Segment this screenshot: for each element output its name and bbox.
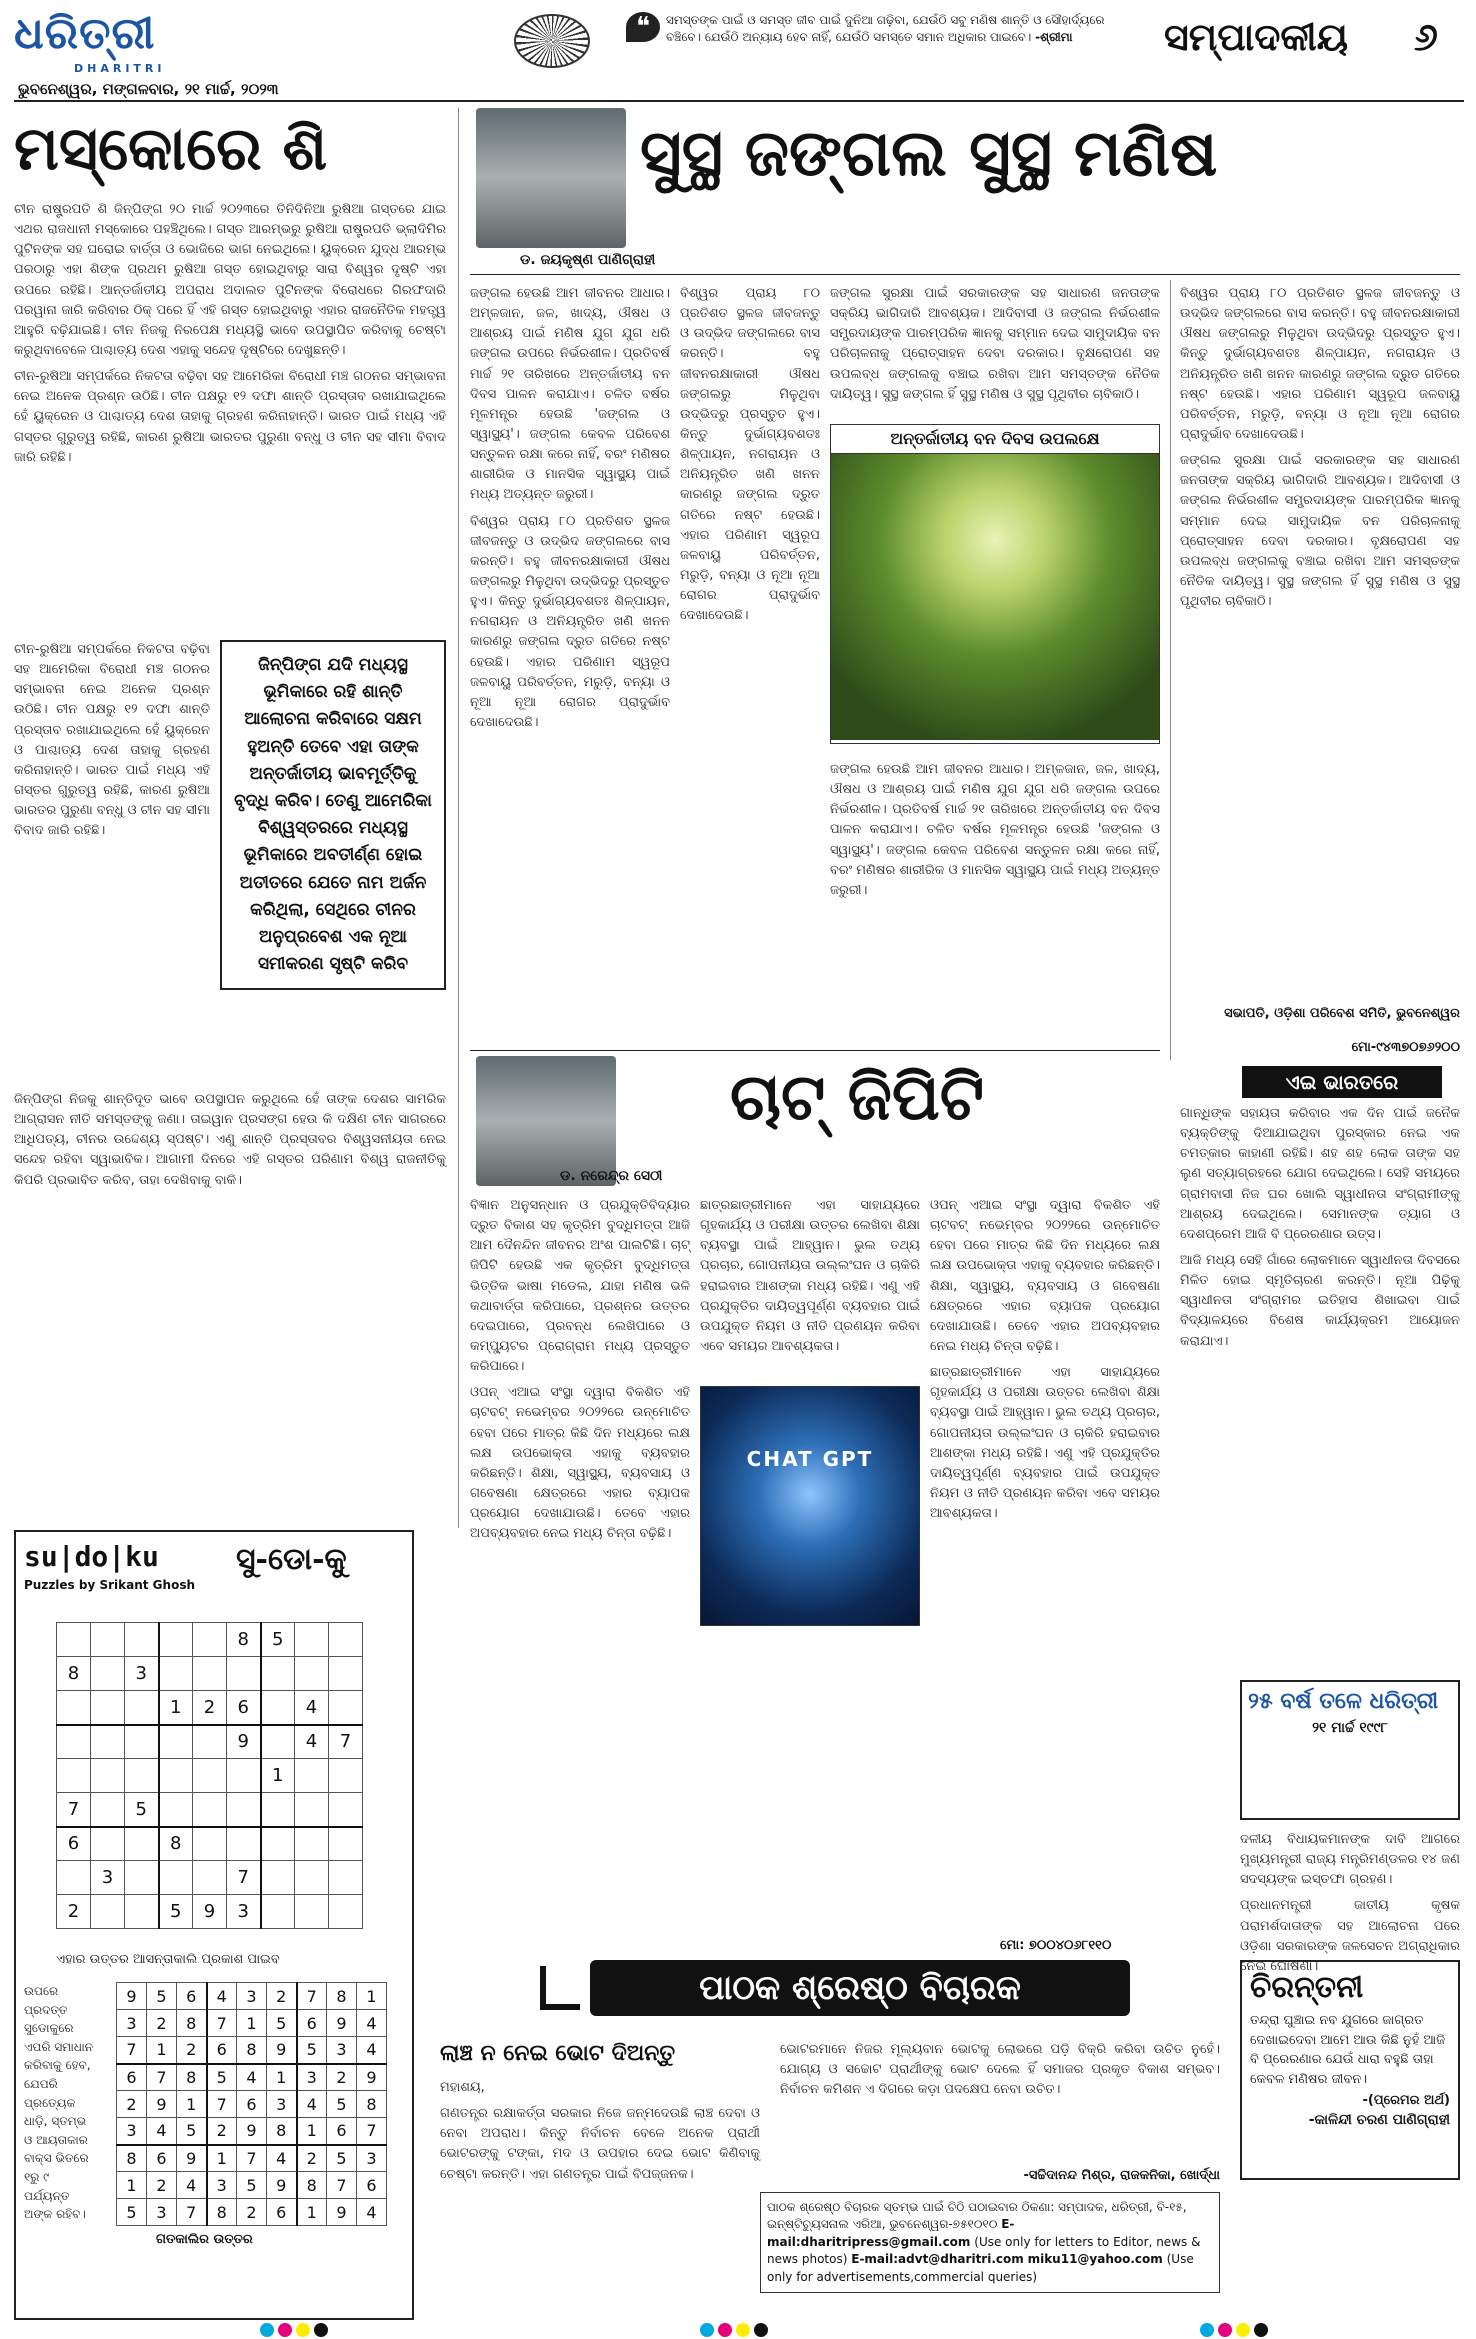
sudoku-brand: su|do|ku: [24, 1540, 159, 1573]
sudoku-cell[interactable]: [329, 1827, 363, 1861]
letters-banner: [590, 1960, 1130, 2016]
sudoku-row: [57, 1657, 363, 1691]
solution-cell: 7: [357, 2118, 387, 2145]
sudoku-cell[interactable]: [125, 1827, 159, 1861]
solution-cell: 8: [177, 2010, 207, 2037]
solution-cell: 2: [267, 1983, 297, 2010]
sudoku-cell[interactable]: [159, 1657, 193, 1691]
solution-cell: 8: [177, 2064, 207, 2091]
solution-cell: 4: [267, 2145, 297, 2172]
sudoku-cell[interactable]: [295, 1827, 329, 1861]
solution-cell: 1: [297, 2118, 327, 2145]
sudoku-solution-label: ଗତକାଲିର ଉତ୍ତର: [156, 2232, 253, 2247]
sudoku-cell[interactable]: [125, 1623, 159, 1657]
this-day-tag: ଏଇ ଭାରତରେ: [1242, 1066, 1442, 1098]
page-number: ୬: [1414, 14, 1438, 59]
solution-cell: 3: [117, 2118, 147, 2145]
masthead-rule: [14, 100, 1464, 102]
sudoku-cell[interactable]: 7: [329, 1725, 363, 1759]
solution-cell: 1: [267, 2064, 297, 2091]
solution-cell: 6: [297, 2010, 327, 2037]
sunburst-emblem: [514, 14, 590, 68]
letter-signature: -ସଚ୍ଚିଦାନନ୍ଦ ମିଶ୍ର, ରାଜକନିକା, ଖୋର୍ଦ୍ଧା: [1023, 2168, 1220, 2183]
solution-cell: 1: [117, 2172, 147, 2199]
sudoku-cell[interactable]: 3: [91, 1861, 125, 1895]
article1-signature: ସଭାପତି, ଓଡ଼ିଶା ପରିବେଶ ସମିତି, ଭୁବନେଶ୍ୱର: [1224, 1006, 1460, 1021]
sudoku-cell[interactable]: 5: [261, 1623, 295, 1657]
years-ago-box: [1240, 1680, 1460, 1820]
solution-cell: 5: [147, 1983, 177, 2010]
editorial-body-side: ଚୀନ-ରୁଷିଆ ସମ୍ପର୍କରେ ନିକଟତା ବଢ଼ିବା ସହ ଆମେରିକା ବିରୋଧୀ ମଞ୍ଚ ଗଠନର ସମ୍ଭାବନା ନେଇ ଅନେକ ପ୍ରଶ୍ନ ଉଠିଛି। ଚୀନ ପକ୍ଷରୁ ୧୨ ଦଫା ଶାନ୍ତି ପ୍ରସ୍ତାବ ରଖାଯାଇଥିଲେ ହେଁ ୟୁକ୍ରେନ ଓ ପାଶ୍ଚାତ୍ୟ ଦେଶ ତାହାକୁ ଗ୍ରହଣ କରିନାହାନ୍ତି। ଭାରତ ପାଇଁ ମଧ୍ୟ ଏହି ଗସ୍ତର ଗୁରୁତ୍ୱ ରହିଛି, କାରଣ ରୁଷିଆ ଭାରତର ପୁରୁଣା ବନ୍ଧୁ ଓ ଚୀନ ସହ ସୀମା ବିବାଦ ଜାରି ରହିଛି।: [14, 642, 211, 839]
sudoku-cell[interactable]: [91, 1623, 125, 1657]
sudoku-cell[interactable]: [227, 1793, 261, 1827]
solution-cell: 2: [117, 2091, 147, 2118]
sudoku-cell[interactable]: [227, 1827, 261, 1861]
sudoku-cell[interactable]: 1: [159, 1691, 193, 1725]
solution-cell: 9: [327, 2199, 357, 2226]
sudoku-cell[interactable]: [193, 1793, 227, 1827]
sudoku-cell[interactable]: [329, 1895, 363, 1929]
sudoku-cell[interactable]: [91, 1827, 125, 1861]
solution-cell: 8: [117, 2145, 147, 2172]
solution-cell: 6: [207, 2037, 237, 2064]
solution-cell: 2: [177, 2037, 207, 2064]
sudoku-section: [14, 1530, 414, 2320]
sudoku-cell[interactable]: [295, 1623, 329, 1657]
article2-top-rule: [470, 1050, 1160, 1051]
article1-col1: ଜଙ୍ଗଲ ହେଉଛି ଆମ ଜୀବନର ଆଧାର। ଅମ୍ଳଜାନ, ଜଳ, ଖାଦ୍ୟ, ଔଷଧ ଓ ଆଶ୍ରୟ ପାଇଁ ମଣିଷ ଯୁଗ ଯୁଗ ଧରି ଜଙ୍ଗଲ ଉପରେ ନିର୍ଭରଶୀଳ। ପ୍ରତିବର୍ଷ ମାର୍ଚ୍ଚ ୨୧ ତାରିଖରେ ଅନ୍ତର୍ଜାତୀୟ ବନ ଦିବସ ପାଳନ କରାଯାଏ। ଚଳିତ ବର୍ଷର ମୂଳମନ୍ତ୍ର ହେଉଛି 'ଜଙ୍ଗଲ ଓ ସ୍ୱାସ୍ଥ୍ୟ'। ଜଙ୍ଗଲ କେବଳ ପରିବେଶ ସନ୍ତୁଳନ ରକ୍ଷା କରେ ନାହିଁ, ବରଂ ମଣିଷର ଶାରୀରିକ ଓ ମାନସିକ ସ୍ୱାସ୍ଥ୍ୟ ପାଇଁ ମଧ୍ୟ ଅତ୍ୟନ୍ତ ଜରୁରୀ। ବିଶ୍ୱର ପ୍ରାୟ ୮୦ ପ୍ରତିଶତ ସ୍ଥଳଜ ଜୀବଜନ୍ତୁ ଓ ଉଦ୍ଭିଦ ଜଙ୍ଗଲରେ ବାସ କରନ୍ତି। ବହୁ ଜୀବନରକ୍ଷାକାରୀ ଔଷଧ ଜଙ୍ଗଲରୁ ମିଳୁଥିବା ଉଦ୍ଭିଦରୁ ପ୍ରସ୍ତୁତ ହୁଏ। କିନ୍ତୁ ଦୁର୍ଭାଗ୍ୟବଶତଃ ଶିଳ୍ପାୟନ, ନଗରାୟନ ଓ ଅନିୟନ୍ତ୍ରିତ ଖଣି ଖନନ କାରଣରୁ ଜଙ୍ଗଲ ଦ୍ରୁତ ଗତିରେ ନଷ୍ଟ ହେଉଛି। ଏହାର ପରିଣାମ ସ୍ୱରୂପ ଜଳବାୟୁ ପରିବର୍ତ୍ତନ, ମରୁଡ଼ି, ବନ୍ୟା ଓ ନୂଆ ନୂଆ ରୋଗର ପ୍ରାଦୁର୍ଭାବ ଦେଖାଦେଉଛି।: [470, 286, 670, 730]
solution-cell: 4: [357, 2199, 387, 2226]
solution-cell: 8: [327, 1983, 357, 2010]
sudoku-cell[interactable]: [295, 1895, 329, 1929]
email-miku[interactable]: miku11@yahoo.com: [1027, 2252, 1163, 2267]
sudoku-cell[interactable]: 4: [295, 1725, 329, 1759]
chirantani-verse: ତନ୍ଦ୍ରା ଘୁଞ୍ଚାଇ ନବ ଯୁଗରେ ଜାଗ୍ରତ ଦେଖାଇଦେବା ଆମେ ଆଉ କିଛି ନୁହଁ ଆଜି ବି ପ୍ରେରଣାର ଯେଉଁ ଧାରା ବହୁଛି ତାହା କେବଳ ମଣିଷର ଜୀବନ।: [1250, 2013, 1446, 2087]
solution-cell: 1: [147, 2037, 177, 2064]
sudoku-cell[interactable]: [261, 1861, 295, 1895]
solution-cell: 1: [297, 2199, 327, 2226]
solution-cell: 1: [357, 1983, 387, 2010]
solution-cell: 1: [177, 2091, 207, 2118]
solution-cell: 9: [327, 2010, 357, 2037]
editorial-body-bottom: ଜିନ୍‌ପିଙ୍ଗ ନିଜକୁ ଶାନ୍ତିଦୂତ ଭାବେ ଉପସ୍ଥାପନ କରୁଥିଲେ ହେଁ ତାଙ୍କ ଦେଶର ସାମରିକ ଆଗ୍ରାସନ ନୀତି ସମସ୍ତଙ୍କୁ ଜଣା। ତାଇୱାନ ପ୍ରସଙ୍ଗ ହେଉ କି ଦକ୍ଷିଣ ଚୀନ ସାଗରରେ ଆଧିପତ୍ୟ, ଚୀନର ଉଦ୍ଦେଶ୍ୟ ସ୍ପଷ୍ଟ। ଏଣୁ ଶାନ୍ତି ପ୍ରସ୍ତାବର ବିଶ୍ୱସନୀୟତା ନେଇ ସନ୍ଦେହ ରହିବା ସ୍ୱାଭାବିକ। ଆଗାମୀ ଦିନରେ ଏହି ଗସ୍ତର ପରିଣାମ ବିଶ୍ୱ ରାଜନୀତିକୁ କିପରି ପ୍ରଭାବିତ କରିବ, ତାହା ଦେଖିବାକୁ ବାକି।: [14, 1092, 446, 1188]
sudoku-cell[interactable]: [125, 1759, 159, 1793]
article1-col5: ବିଶ୍ୱର ପ୍ରାୟ ୮୦ ପ୍ରତିଶତ ସ୍ଥଳଜ ଜୀବଜନ୍ତୁ ଓ ଉଦ୍ଭିଦ ଜଙ୍ଗଲରେ ବାସ କରନ୍ତି। ବହୁ ଜୀବନରକ୍ଷାକାରୀ ଔଷଧ ଜଙ୍ଗଲରୁ ମିଳୁଥିବା ଉଦ୍ଭିଦରୁ ପ୍ରସ୍ତୁତ ହୁଏ। କିନ୍ତୁ ଦୁର୍ଭାଗ୍ୟବଶତଃ ଶିଳ୍ପାୟନ, ନଗରାୟନ ଓ ଅନିୟନ୍ତ୍ରିତ ଖଣି ଖନନ କାରଣରୁ ଜଙ୍ଗଲ ଦ୍ରୁତ ଗତିରେ ନଷ୍ଟ ହେଉଛି। ଏହାର ପରିଣାମ ସ୍ୱରୂପ ଜଳବାୟୁ ପରିବର୍ତ୍ତନ, ମରୁଡ଼ି, ବନ୍ୟା ଓ ନୂଆ ନୂଆ ରୋଗର ପ୍ରାଦୁର୍ଭାବ ଦେଖାଦେଉଛି। ଜଙ୍ଗଲ ସୁରକ୍ଷା ପାଇଁ ସରକାରଙ୍କ ସହ ସାଧାରଣ ଜନତାଙ୍କ ସକ୍ରିୟ ଭାଗିଦାରି ଆବଶ୍ୟକ। ଆଦିବାସୀ ଓ ଜଙ୍ଗଲ ନିର୍ଭରଶୀଳ ସମ୍ପ୍ରଦାୟଙ୍କ ପାରମ୍ପରିକ ଜ୍ଞାନକୁ ସମ୍ମାନ ଦେଇ ସାମୁଦାୟିକ ବନ ପରିଚାଳନାକୁ ପ୍ରୋତ୍ସାହନ ଦେବା ଦରକାର। ବୃକ୍ଷରୋପଣ ସହ ଉପଲବ୍ଧ ଜଙ୍ଗଲକୁ ବଞ୍ଚାଇ ରଖିବା ଆମ ସମସ୍ତଙ୍କ ନୈତିକ ଦାୟିତ୍ୱ। ସୁସ୍ଥ ଜଙ୍ଗଲ ହିଁ ସୁସ୍ଥ ମଣିଷ ଓ ସୁସ୍ଥ ପୃଥିବୀର ଚାବିକାଠି।: [1180, 286, 1460, 610]
sudoku-cell[interactable]: 2: [193, 1691, 227, 1725]
quote-text: ସମସ୍ତଙ୍କ ପାଇଁ ଓ ସମସ୍ତ ଜୀବ ପାଇଁ ଦୁନିଆ ଗଢ଼ିବା, ଯେଉଁଠି ସବୁ ମଣିଷ ଶାନ୍ତି ଓ ସୌହାର୍ଦ୍ୟରେ ବଞ୍ଚିବେ। ଯେଉଁଠି ଅନ୍ୟାୟ ହେବ ନାହିଁ, ଯେଉଁଠି ସମସ୍ତେ ସମାନ ଅଧିକାର ପାଇବେ। -ଶ୍ରୀମା: [666, 13, 1105, 45]
sudoku-cell[interactable]: [159, 1725, 193, 1759]
sudoku-cell[interactable]: [295, 1759, 329, 1793]
solution-row: [117, 2010, 387, 2037]
sudoku-row: [57, 1827, 363, 1861]
sudoku-cell[interactable]: [159, 1861, 193, 1895]
sudoku-cell[interactable]: [125, 1861, 159, 1895]
article1-rule: [470, 274, 1460, 275]
sudoku-cell[interactable]: [91, 1657, 125, 1691]
sudoku-cell[interactable]: [57, 1759, 91, 1793]
sudoku-cell[interactable]: [159, 1793, 193, 1827]
article2-byline: ଡ. ନରେନ୍ଦ୍ର ସେଠୀ: [560, 1168, 663, 1184]
sudoku-cell[interactable]: [227, 1657, 261, 1691]
sudoku-cell[interactable]: [261, 1895, 295, 1929]
solution-cell: 4: [237, 2064, 267, 2091]
solution-cell: 8: [297, 2172, 327, 2199]
solution-cell: 9: [267, 2037, 297, 2064]
sudoku-answer-note: ଏହାର ଉତ୍ତର ଆସନ୍ତାକାଲି ପ୍ରକାଶ ପାଇବ: [56, 1952, 280, 1967]
this-day-body: ଗାନ୍ଧିଙ୍କ ସହାୟତା କରିବାର ଏକ ଦିନ ପାଇଁ ଜନୈକ ବ୍ୟକ୍ତିଙ୍କୁ ଦିଆଯାଇଥିବା ପୁରସ୍କାର ନେଇ ଏକ ଚମତ୍କାର କାହାଣୀ ରହିଛି। ଶହ ଶହ ଲୋକ ତାଙ୍କ ସହ ଲୁଣ ସତ୍ୟାଗ୍ରହରେ ଯୋଗ ଦେଇଥିଲେ। ସେହି ସମୟରେ ଗ୍ରାମବାସୀ ନିଜ ଘର ଖୋଲି ସ୍ୱାଧୀନତା ସଂଗ୍ରାମୀଙ୍କୁ ଆଶ୍ରୟ ଦେଇଥିଲେ। ସେମାନଙ୍କ ତ୍ୟାଗ ଓ ଦେଶପ୍ରେମ ଆଜି ବି ପ୍ରେରଣାର ଉତ୍ସ। ଆଜି ମଧ୍ୟ ସେହି ଗାଁରେ ଲୋକମାନେ ସ୍ୱାଧୀନତା ଦିବସରେ ମିଳିତ ହୋଇ ସ୍ମୃତିଚାରଣ କରନ୍ତି। ନୂଆ ପିଢ଼ିକୁ ସ୍ୱାଧୀନତା ସଂଗ୍ରାମର ଇତିହାସ ଶିଖାଇବା ପାଇଁ ବିଦ୍ୟାଳୟରେ ବିଶେଷ କାର୍ଯ୍ୟକ୍ରମ ଆୟୋଜନ କରାଯାଏ।: [1180, 1106, 1460, 1349]
sudoku-row: [57, 1793, 363, 1827]
solution-cell: 6: [177, 1983, 207, 2010]
solution-row: [117, 2118, 387, 2145]
years-ago-date: ୨୧ ମାର୍ଚ୍ଚ ୧୯୯୮: [1312, 1720, 1388, 1736]
solution-cell: 5: [267, 2010, 297, 2037]
sudoku-cell[interactable]: [57, 1691, 91, 1725]
solution-cell: 9: [147, 2091, 177, 2118]
logo[interactable]: ଧରିତ୍ରୀ: [14, 8, 156, 59]
article1-col2: ବିଶ୍ୱର ପ୍ରାୟ ୮୦ ପ୍ରତିଶତ ସ୍ଥଳଜ ଜୀବଜନ୍ତୁ ଓ ଉଦ୍ଭିଦ ଜଙ୍ଗଲରେ ବାସ କରନ୍ତି। ବହୁ ଜୀବନରକ୍ଷାକାରୀ ଔଷଧ ଜଙ୍ଗଲରୁ ମିଳୁଥିବା ଉଦ୍ଭିଦରୁ ପ୍ରସ୍ତୁତ ହୁଏ। କିନ୍ତୁ ଦୁର୍ଭାଗ୍ୟବଶତଃ ଶିଳ୍ପାୟନ, ନଗରାୟନ ଓ ଅନିୟନ୍ତ୍ରିତ ଖଣି ଖନନ କାରଣରୁ ଜଙ୍ଗଲ ଦ୍ରୁତ ଗତିରେ ନଷ୍ଟ ହେଉଛି। ଏହାର ପରିଣାମ ସ୍ୱରୂପ ଜଳବାୟୁ ପରିବର୍ତ୍ତନ, ମରୁଡ଼ି, ବନ୍ୟା ଓ ନୂଆ ନୂଆ ରୋଗର ପ୍ରାଦୁର୍ଭାବ ଦେଖାଦେଉଛି।: [680, 286, 820, 624]
sudoku-cell[interactable]: 5: [125, 1793, 159, 1827]
solution-cell: 7: [147, 2064, 177, 2091]
sudoku-cell[interactable]: 1: [261, 1759, 295, 1793]
masthead: [14, 8, 1464, 100]
solution-cell: 7: [237, 2145, 267, 2172]
sudoku-cell[interactable]: [261, 1793, 295, 1827]
sudoku-cell[interactable]: [91, 1691, 125, 1725]
years-ago-item-1: ଦଳୀୟ ବିଧାୟକମାନଙ୍କ ଦାବି ଆଗରେ ମୁଖ୍ୟମନ୍ତ୍ରୀ ରାଜ୍ୟ ମନ୍ତ୍ରିମଣ୍ଡଳର ୧୪ ଜଣ ସଦସ୍ୟଙ୍କ ଇସ୍ତଫା ଗ୍ରହଣ।: [1240, 1832, 1460, 1888]
sudoku-solution-grid: [116, 1982, 387, 2226]
article1-byline: ଡ. ଜୟକୃଷ୍ଣ ପାଣିଗ୍ରାହୀ: [520, 252, 656, 268]
solution-cell: 4: [357, 2010, 387, 2037]
solution-cell: 2: [147, 2172, 177, 2199]
solution-cell: 1: [237, 2010, 267, 2037]
article1-col4: ଜଙ୍ଗଲ ହେଉଛି ଆମ ଜୀବନର ଆଧାର। ଅମ୍ଳଜାନ, ଜଳ, ଖାଦ୍ୟ, ଔଷଧ ଓ ଆଶ୍ରୟ ପାଇଁ ମଣିଷ ଯୁଗ ଯୁଗ ଧରି ଜଙ୍ଗଲ ଉପରେ ନିର୍ଭରଶୀଳ। ପ୍ରତିବର୍ଷ ମାର୍ଚ୍ଚ ୨୧ ତାରିଖରେ ଅନ୍ତର୍ଜାତୀୟ ବନ ଦିବସ ପାଳନ କରାଯାଏ। ଚଳିତ ବର୍ଷର ମୂଳମନ୍ତ୍ର ହେଉଛି 'ଜଙ୍ଗଲ ଓ ସ୍ୱାସ୍ଥ୍ୟ'। ଜଙ୍ଗଲ କେବଳ ପରିବେଶ ସନ୍ତୁଳନ ରକ୍ଷା କରେ ନାହିଁ, ବରଂ ମଣିଷର ଶାରୀରିକ ଓ ମାନସିକ ସ୍ୱାସ୍ଥ୍ୟ ପାଇଁ ମଧ୍ୟ ଅତ୍ୟନ୍ତ ଜରୁରୀ।: [830, 762, 1160, 898]
email-editor[interactable]: E-mail:dharitripress@gmail.com: [767, 2217, 1015, 2249]
solution-cell: 6: [357, 2172, 387, 2199]
sudoku-cell[interactable]: [125, 1725, 159, 1759]
letters-banner-text: ପାଠକ ଶ୍ରେଷ୍ଠ ବିଚାରକ: [699, 1968, 1021, 2008]
chatgpt-image-label: CHAT GPT: [746, 1447, 874, 1471]
chirantani-title: ଚିରନ୍ତନୀ: [1250, 1970, 1364, 2005]
years-ago-item-2: ପ୍ରଧାନମନ୍ତ୍ରୀ ଜାତୀୟ କୃଷକ ପରାମର୍ଶଦାତାଙ୍କ ସହ ଆଲୋଚନା ପରେ ଓଡ଼ିଶା ସରକାରଙ୍କ ଜଳସେଚନ ଅଗ୍ରାଧିକାର ନେଇ ଘୋଷଣା।: [1240, 1898, 1460, 1974]
divider-editorial: [458, 108, 459, 1528]
solution-cell: 6: [147, 2145, 177, 2172]
solution-cell: 7: [117, 2037, 147, 2064]
solution-cell: 2: [297, 2145, 327, 2172]
solution-cell: 6: [117, 2064, 147, 2091]
divider-article1: [1170, 280, 1171, 1060]
sudoku-cell[interactable]: [329, 1759, 363, 1793]
solution-cell: 3: [297, 2064, 327, 2091]
sudoku-cell[interactable]: [329, 1793, 363, 1827]
solution-cell: 3: [267, 2091, 297, 2118]
solution-cell: 5: [207, 2064, 237, 2091]
section-title: ସମ୍ପାଦକୀୟ: [1164, 14, 1349, 59]
sudoku-cell[interactable]: [193, 1657, 227, 1691]
chirantani-poet: -କାଳିନ୍ଦୀ ଚରଣ ପାଣିଗ୍ରାହୀ: [1308, 2112, 1450, 2128]
solution-cell: 7: [177, 2199, 207, 2226]
sudoku-cell[interactable]: [193, 1861, 227, 1895]
solution-cell: 3: [327, 2037, 357, 2064]
solution-cell: 5: [327, 2145, 357, 2172]
sudoku-cell[interactable]: [295, 1793, 329, 1827]
solution-cell: 9: [117, 1983, 147, 2010]
article2-col2: ଛାତ୍ରଛାତ୍ରୀମାନେ ଏହା ସାହାଯ୍ୟରେ ଗୃହକାର୍ଯ୍ୟ ଓ ପରୀକ୍ଷା ଉତ୍ତର ଲେଖିବା ଶିକ୍ଷା ବ୍ୟବସ୍ଥା ପାଇଁ ଆହ୍ୱାନ। ଭୁଲ ତଥ୍ୟ ପ୍ରଚାର, ଗୋପନୀୟତା ଉଲ୍ଲଂଘନ ଓ ଚାକିରି ହରାଇବାର ଆଶଙ୍କା ମଧ୍ୟ ରହିଛି। ଏଣୁ ଏହି ପ୍ରଯୁକ୍ତିର ଦାୟିତ୍ୱପୂର୍ଣ୍ଣ ବ୍ୟବହାର ପାଇଁ ଉପଯୁକ୍ତ ନିୟମ ଓ ନୀତି ପ୍ରଣୟନ କରିବା ଏବେ ସମୟର ଆବଶ୍ୟକତା।: [700, 1198, 920, 1354]
solution-cell: 3: [207, 2172, 237, 2199]
solution-row: [117, 2064, 387, 2091]
solution-cell: 5: [177, 2118, 207, 2145]
sudoku-cell[interactable]: [91, 1895, 125, 1929]
solution-cell: 3: [147, 2199, 177, 2226]
solution-cell: 4: [357, 2037, 387, 2064]
sudoku-cell[interactable]: [193, 1759, 227, 1793]
solution-cell: 8: [267, 2118, 297, 2145]
solution-cell: 8: [207, 2199, 237, 2226]
sudoku-cell[interactable]: [91, 1725, 125, 1759]
logo-subtitle: DHARITRI: [74, 62, 166, 75]
pen-icon: [540, 1966, 580, 2010]
footer-print-marks-3: [1200, 2322, 1272, 2339]
editorial-pullquote: ଜିନ୍‌ପିଙ୍ଗ ଯଦି ମଧ୍ୟସ୍ଥ ଭୂମିକାରେ ରହି ଶାନ୍ତି ଆଲୋଚନା କରିବାରେ ସକ୍ଷମ ହୁଅନ୍ତି ତେବେ ଏହା ତାଙ୍କ ଅନ୍ତର୍ଜାତୀୟ ଭାବମୂର୍ତ୍ତିକୁ ବୃଦ୍ଧି କରିବ। ତେଣୁ ଆମେରିକା ବିଶ୍ୱସ୍ତରରେ ମଧ୍ୟସ୍ଥ ଭୂମିକାରେ ଅବତୀର୍ଣ୍ଣ ହୋଇ ଅତୀତରେ ଯେତେ ନାମ ଅର୍ଜନ କରିଥିଲା, ସେଥିରେ ଚୀନର ଅନୁପ୍ରବେଶ ଏକ ନୂଆ ସମୀକରଣ ସୃଷ୍ଟି କରିବ: [220, 640, 446, 990]
sudoku-row: [57, 1861, 363, 1895]
solution-cell: 8: [357, 2091, 387, 2118]
quote-mark-icon: ❝: [626, 12, 660, 42]
sudoku-cell[interactable]: 2: [57, 1895, 91, 1929]
letters-contact-box: ପାଠକ ଶ୍ରେଷ୍ଠ ବିଚାରକ ସ୍ତମ୍ଭ ପାଇଁ ଚିଠି ପଠାଇବାର ଠିକଣା: ସମ୍ପାଦକ, ଧରିତ୍ରୀ, ବି-୧୫, ଇନ୍‌ଷ୍ଟିଚ୍ୟୁସନାଲ ଏରିଆ, ଭୁବନେଶ୍ୱର-୭୫୧୦୧୦ E-mail:dharitripress@gmail.com (Use only for letters to Editor, news & news photos) E-mail:advt@dharitri.com miku11@yahoo.com (Use only for advertisements,commercial queries): [760, 2192, 1220, 2293]
solution-cell: 7: [207, 2010, 237, 2037]
solution-row: [117, 2145, 387, 2172]
sudoku-cell[interactable]: 7: [227, 1861, 261, 1895]
sudoku-cell[interactable]: [57, 1725, 91, 1759]
editorial-headline: ମସ୍କୋରେ ଶି: [14, 114, 328, 184]
solution-row: [117, 2199, 387, 2226]
sudoku-cell[interactable]: [159, 1623, 193, 1657]
author-photo-panigrahi: [476, 108, 626, 248]
solution-cell: 7: [297, 1983, 327, 2010]
editorial-body: ଚୀନ ରାଷ୍ଟ୍ରପତି ଶି ଜିନ୍‌ପିଙ୍ଗ ୨୦ ମାର୍ଚ୍ଚ ୨୦୨୩ରେ ତିନିଦିନିଆ ରୁଷିଆ ଗସ୍ତରେ ଯାଇ ଏଥର ରାଜଧାନୀ ମସ୍କୋରେ ପହଞ୍ଚିଥିଲେ। ଗସ୍ତ ଆରମ୍ଭରୁ ରୁଷିଆ ରାଷ୍ଟ୍ରପତି ଭ୍ଲାଦିମିର ପୁଟିନଙ୍କ ସହ ଘରୋଇ ବାର୍ତ୍ତା ଓ ଭୋଜିରେ ଭାଗ ନେଇଥିଲେ। ୟୁକ୍ରେନ ଯୁଦ୍ଧ ଆରମ୍ଭ ପରଠାରୁ ଏହା ଶିଙ୍କ ପ୍ରଥମ ରୁଷିଆ ଗସ୍ତ ହୋଇଥିବାରୁ ସାରା ବିଶ୍ୱର ଦୃଷ୍ଟି ଏହା ଉପରେ ରହିଛି। ଆନ୍ତର୍ଜାତୀୟ ଅପରାଧ ଅଦାଲତ ପୁଟିନଙ୍କ ବିରୋଧରେ ଗିରଫଦାରି ପରୱାନା ଜାରି କରିବାର ଠିକ୍ ପରେ ହିଁ ଏହି ଗସ୍ତ ହୋଇଥିବାରୁ ଏହାର ରାଜନୈତିକ ମହତ୍ତ୍ୱ ଆହୁରି ବଢ଼ିଯାଇଛି। ଚୀନ ନିଜକୁ ନିରପେକ୍ଷ ମଧ୍ୟସ୍ଥି ଭାବେ ଉପସ୍ଥାପିତ କରିବାକୁ ଚେଷ୍ଟା କରୁଥିବାବେଳେ ପାଶ୍ଚାତ୍ୟ ଦେଶ ଏହାକୁ ସନ୍ଦେହ ଦୃଷ୍ଟିରେ ଦେଖୁଛନ୍ତି। ଚୀନ-ରୁଷିଆ ସମ୍ପର୍କରେ ନିକଟତା ବଢ଼ିବା ସହ ଆମେରିକା ବିରୋଧୀ ମଞ୍ଚ ଗଠନର ସମ୍ଭାବନା ନେଇ ଅନେକ ପ୍ରଶ୍ନ ଉଠିଛି। ଚୀନ ପକ୍ଷରୁ ୧୨ ଦଫା ଶାନ୍ତି ପ୍ରସ୍ତାବ ରଖାଯାଇଥିଲେ ହେଁ ୟୁକ୍ରେନ ଓ ପାଶ୍ଚାତ୍ୟ ଦେଶ ତାହାକୁ ଗ୍ରହଣ କରିନାହାନ୍ତି। ଭାରତ ପାଇଁ ମଧ୍ୟ ଏହି ଗସ୍ତର ଗୁରୁତ୍ୱ ରହିଛି, କାରଣ ରୁଷିଆ ଭାରତର ପୁରୁଣା ବନ୍ଧୁ ଓ ଚୀନ ସହ ସୀମା ବିବାଦ ଜାରି ରହିଛି।: [14, 202, 446, 465]
sudoku-cell[interactable]: [125, 1691, 159, 1725]
sudoku-cell[interactable]: [329, 1657, 363, 1691]
forest-photo: [831, 454, 1159, 740]
sudoku-cell[interactable]: [295, 1861, 329, 1895]
solution-row: [117, 1983, 387, 2010]
author-photo-sethi: [476, 1056, 616, 1186]
sudoku-cell[interactable]: [329, 1691, 363, 1725]
article2-headline: ଚାଟ୍ ଜିପିଟି: [730, 1060, 985, 1135]
solution-cell: 6: [267, 2199, 297, 2226]
sudoku-cell[interactable]: [329, 1623, 363, 1657]
sudoku-cell[interactable]: 8: [227, 1623, 261, 1657]
years-ago-title: ୨୫ ବର୍ଷ ତଳେ ଧରିତ୍ରୀ: [1248, 1688, 1439, 1714]
solution-row: [117, 2172, 387, 2199]
sudoku-cell[interactable]: 8: [159, 1827, 193, 1861]
dateline: ଭୁବନେଶ୍ୱର, ମଙ୍ଗଳବାର, ୨୧ ମାର୍ଚ୍ଚ, ୨୦୨୩: [18, 80, 279, 98]
solution-cell: 2: [207, 2118, 237, 2145]
solution-cell: 5: [117, 2199, 147, 2226]
sudoku-cell[interactable]: [91, 1793, 125, 1827]
sudoku-cell[interactable]: [261, 1691, 295, 1725]
solution-row: [117, 2037, 387, 2064]
sudoku-cell[interactable]: 7: [57, 1793, 91, 1827]
sudoku-cell[interactable]: 9: [193, 1895, 227, 1929]
solution-cell: 5: [237, 2172, 267, 2199]
solution-cell: 3: [237, 1983, 267, 2010]
letter-body-1: ମହାଶୟ, ଗଣତନ୍ତ୍ର ରକ୍ଷାକର୍ତ୍ତା ସରକାର ନିଜେ ଜନ୍ମଦେଉଛି ଲାଞ୍ଚ ଦେବା ଓ ନେବା ଅପରାଧ। କିନ୍ତୁ ନିର୍ବାଚନ ବେଳେ ଅନେକ ପ୍ରାର୍ଥୀ ଭୋଟରଙ୍କୁ ଟଙ୍କା, ମଦ ଓ ଉପହାର ଦେଇ ଭୋଟ କିଣିବାକୁ ଚେଷ୍ଟା କରନ୍ତି। ଏହା ଗଣତନ୍ତ୍ର ପାଇଁ ବିପଜ୍ଜନକ।: [440, 2080, 760, 2182]
forest-photo-block: [830, 424, 1160, 744]
solution-cell: 9: [267, 2172, 297, 2199]
letter-body-2: ଭୋଟରମାନେ ନିଜର ମୂଲ୍ୟବାନ ଭୋଟକୁ ଲୋଭରେ ପଡ଼ି ବିକ୍ରି କରିବା ଉଚିତ ନୁହେଁ। ଯୋଗ୍ୟ ଓ ସଚ୍ଚୋଟ ପ୍ରାର୍ଥୀଙ୍କୁ ଭୋଟ ଦେଲେ ହିଁ ସମାଜର ପ୍ରକୃତ ବିକାଶ ସମ୍ଭବ। ନିର୍ବାଚନ କମିଶନ ଏ ଦିଗରେ କଡ଼ା ପଦକ୍ଷେପ ନେବା ଉଚିତ।: [780, 2042, 1220, 2098]
sudoku-cell[interactable]: [57, 1861, 91, 1895]
solution-cell: 9: [237, 2118, 267, 2145]
sudoku-cell[interactable]: [261, 1725, 295, 1759]
sudoku-cell[interactable]: [295, 1657, 329, 1691]
solution-cell: 4: [177, 2172, 207, 2199]
sudoku-cell[interactable]: [57, 1623, 91, 1657]
forest-photo-caption: ଅନ୍ତର୍ଜାତୀୟ ବନ ଦିବସ ଉପଲକ୍ଷେ: [831, 425, 1159, 454]
solution-cell: 5: [297, 2037, 327, 2064]
sudoku-cell[interactable]: [193, 1623, 227, 1657]
solution-cell: 2: [327, 2064, 357, 2091]
sudoku-cell[interactable]: 4: [295, 1691, 329, 1725]
sudoku-cell[interactable]: [261, 1827, 295, 1861]
footer-print-marks: [260, 2322, 332, 2339]
sudoku-title-odia: ସୁ-ଡୋ-କୁ: [236, 1542, 347, 1577]
article2-col1: ବିଜ୍ଞାନ ଅନୁସନ୍ଧାନ ଓ ପ୍ରଯୁକ୍ତିବିଦ୍ୟାର ଦ୍ରୁତ ବିକାଶ ସହ କୃତ୍ରିମ ବୁଦ୍ଧିମତ୍ତା ଆଜି ଆମ ଦୈନନ୍ଦିନ ଜୀବନର ଅଂଶ ପାଲଟିଛି। ଚାଟ୍ ଜିପିଟି ହେଉଛି ଏକ କୃତ୍ରିମ ବୁଦ୍ଧିମତ୍ତା ଭିତ୍ତିକ ଭାଷା ମଡେଲ, ଯାହା ମଣିଷ ଭଳି କଥାବାର୍ତ୍ତା କରିପାରେ, ପ୍ରଶ୍ନର ଉତ୍ତର ଦେଇପାରେ, ପ୍ରବନ୍ଧ ଲେଖିପାରେ ଓ କମ୍ପ୍ୟୁଟର ପ୍ରୋଗ୍ରାମ ମଧ୍ୟ ପ୍ରସ୍ତୁତ କରିପାରେ। ଓପନ୍ ଏଆଇ ସଂସ୍ଥା ଦ୍ୱାରା ବିକଶିତ ଏହି ଚାଟବଟ୍ ନଭେମ୍ବର ୨୦୨୨ରେ ଉନ୍ମୋଚିତ ହେବା ପରେ ମାତ୍ର କିଛି ଦିନ ମଧ୍ୟରେ ଲକ୍ଷ ଲକ୍ଷ ଉପଭୋକ୍ତା ଏହାକୁ ବ୍ୟବହାର କରିଛନ୍ତି। ଶିକ୍ଷା, ସ୍ୱାସ୍ଥ୍ୟ, ବ୍ୟବସାୟ ଓ ଗବେଷଣା କ୍ଷେତ୍ରରେ ଏହାର ବ୍ୟାପକ ପ୍ରୟୋଗ ଦେଖାଯାଉଛି। ତେବେ ଏହାର ଅପବ୍ୟବହାର ନେଇ ମଧ୍ୟ ଚିନ୍ତା ବଢ଼ିଛି।: [470, 1198, 690, 1542]
solution-cell: 2: [237, 2199, 267, 2226]
solution-cell: 7: [207, 2091, 237, 2118]
article2-phone: ମୋ: ୭୦୦୪୦୬୮୧୧୦: [1000, 1938, 1112, 1953]
sudoku-cell[interactable]: [261, 1657, 295, 1691]
sudoku-cell[interactable]: [91, 1759, 125, 1793]
email-advt[interactable]: E-mail:advt@dharitri.com: [851, 2252, 1024, 2267]
sudoku-rules: ଉପରେ ପ୍ରଦତ୍ତ ସୁଡୋକୁରେ ଏପରି ସମାଧାନ କରିବାକୁ ହେବ, ଯେପରି ପ୍ରତ୍ୟେକ ଧାଡ଼ି, ସ୍ତମ୍ଭ ଓ ଆୟତାକାର ବାକ୍ସ ଭିତରେ ୧ରୁ ୯ ପର୍ଯ୍ୟନ୍ତ ଅଙ୍କ ରହିବ।: [24, 1984, 93, 2222]
sudoku-cell[interactable]: 5: [159, 1895, 193, 1929]
sudoku-cell[interactable]: [125, 1895, 159, 1929]
solution-cell: 6: [327, 2118, 357, 2145]
sudoku-grid[interactable]: [56, 1622, 363, 1929]
solution-cell: 2: [147, 2010, 177, 2037]
sudoku-cell[interactable]: 9: [227, 1725, 261, 1759]
sudoku-brand-sub: Puzzles by Srikant Ghosh: [24, 1578, 195, 1592]
sudoku-cell[interactable]: 6: [227, 1691, 261, 1725]
article1-phone: ମୋ-୯୪୩୭୦୭୬୨୦୦: [1351, 1040, 1460, 1055]
solution-cell: 9: [177, 2145, 207, 2172]
solution-cell: 9: [357, 2064, 387, 2091]
sudoku-cell[interactable]: 3: [227, 1895, 261, 1929]
article1-headline: ସୁସ୍ଥ ଜଙ୍ଗଲ ସୁସ୍ଥ ମଣିଷ: [640, 116, 1218, 191]
sudoku-cell[interactable]: [193, 1827, 227, 1861]
solution-cell: 6: [237, 2091, 267, 2118]
solution-cell: 1: [207, 2145, 237, 2172]
sudoku-row: [57, 1691, 363, 1725]
sudoku-row: [57, 1895, 363, 1929]
solution-cell: 3: [117, 2010, 147, 2037]
solution-cell: 4: [147, 2118, 177, 2145]
solution-cell: 4: [207, 1983, 237, 2010]
chirantani-box: [1240, 1960, 1460, 2180]
sudoku-cell[interactable]: 8: [57, 1657, 91, 1691]
letter-title: ଲାଞ୍ଚ ନ ନେଇ ଭୋଟ ଦିଅନ୍ତୁ: [440, 2040, 676, 2066]
sudoku-cell[interactable]: [159, 1759, 193, 1793]
sudoku-cell[interactable]: 6: [57, 1827, 91, 1861]
solution-cell: 8: [237, 2037, 267, 2064]
solution-cell: 4: [297, 2091, 327, 2118]
article2-col3: ଓପନ୍ ଏଆଇ ସଂସ୍ଥା ଦ୍ୱାରା ବିକଶିତ ଏହି ଚାଟବଟ୍ ନଭେମ୍ବର ୨୦୨୨ରେ ଉନ୍ମୋଚିତ ହେବା ପରେ ମାତ୍ର କିଛି ଦିନ ମଧ୍ୟରେ ଲକ୍ଷ ଲକ୍ଷ ଉପଭୋକ୍ତା ଏହାକୁ ବ୍ୟବହାର କରିଛନ୍ତି। ଶିକ୍ଷା, ସ୍ୱାସ୍ଥ୍ୟ, ବ୍ୟବସାୟ ଓ ଗବେଷଣା କ୍ଷେତ୍ରରେ ଏହାର ବ୍ୟାପକ ପ୍ରୟୋଗ ଦେଖାଯାଉଛି। ତେବେ ଏହାର ଅପବ୍ୟବହାର ନେଇ ମଧ୍ୟ ଚିନ୍ତା ବଢ଼ିଛି। ଛାତ୍ରଛାତ୍ରୀମାନେ ଏହା ସାହାଯ୍ୟରେ ଗୃହକାର୍ଯ୍ୟ ଓ ପରୀକ୍ଷା ଉତ୍ତର ଲେଖିବା ଶିକ୍ଷା ବ୍ୟବସ୍ଥା ପାଇଁ ଆହ୍ୱାନ। ଭୁଲ ତଥ୍ୟ ପ୍ରଚାର, ଗୋପନୀୟତା ଉଲ୍ଲଂଘନ ଓ ଚାକିରି ହରାଇବାର ଆଶଙ୍କା ମଧ୍ୟ ରହିଛି। ଏଣୁ ଏହି ପ୍ରଯୁକ୍ତିର ଦାୟିତ୍ୱପୂର୍ଣ୍ଣ ବ୍ୟବହାର ପାଇଁ ଉପଯୁକ୍ତ ନିୟମ ଓ ନୀତି ପ୍ରଣୟନ କରିବା ଏବେ ସମୟର ଆବଶ୍ୟକତା।: [930, 1198, 1160, 1522]
solution-cell: 5: [327, 2091, 357, 2118]
solution-cell: 7: [327, 2172, 357, 2199]
footer-print-marks-2: [700, 2322, 772, 2339]
sudoku-row: [57, 1759, 363, 1793]
article1-col3: ଜଙ୍ଗଲ ସୁରକ୍ଷା ପାଇଁ ସରକାରଙ୍କ ସହ ସାଧାରଣ ଜନତାଙ୍କ ସକ୍ରିୟ ଭାଗିଦାରି ଆବଶ୍ୟକ। ଆଦିବାସୀ ଓ ଜଙ୍ଗଲ ନିର୍ଭରଶୀଳ ସମ୍ପ୍ରଦାୟଙ୍କ ପାରମ୍ପରିକ ଜ୍ଞାନକୁ ସମ୍ମାନ ଦେଇ ସାମୁଦାୟିକ ବନ ପରିଚାଳନାକୁ ପ୍ରୋତ୍ସାହନ ଦେବା ଦରକାର। ବୃକ୍ଷରୋପଣ ସହ ଉପଲବ୍ଧ ଜଙ୍ଗଲକୁ ବଞ୍ଚାଇ ରଖିବା ଆମ ସମସ୍ତଙ୍କ ନୈତିକ ଦାୟିତ୍ୱ। ସୁସ୍ଥ ଜଙ୍ଗଲ ହିଁ ସୁସ୍ଥ ମଣିଷ ଓ ସୁସ୍ଥ ପୃଥିବୀର ଚାବିକାଠି।: [830, 286, 1160, 402]
solution-row: [117, 2091, 387, 2118]
sudoku-row: [57, 1725, 363, 1759]
chirantani-source: -(ପ୍ରେମର ଅର୍ଥ): [1362, 2093, 1450, 2108]
sudoku-cell[interactable]: [193, 1725, 227, 1759]
solution-cell: 3: [357, 2145, 387, 2172]
sudoku-cell[interactable]: 3: [125, 1657, 159, 1691]
chatgpt-image: [700, 1386, 920, 1626]
sudoku-row: [57, 1623, 363, 1657]
sudoku-cell[interactable]: [227, 1759, 261, 1793]
sudoku-cell[interactable]: [329, 1861, 363, 1895]
